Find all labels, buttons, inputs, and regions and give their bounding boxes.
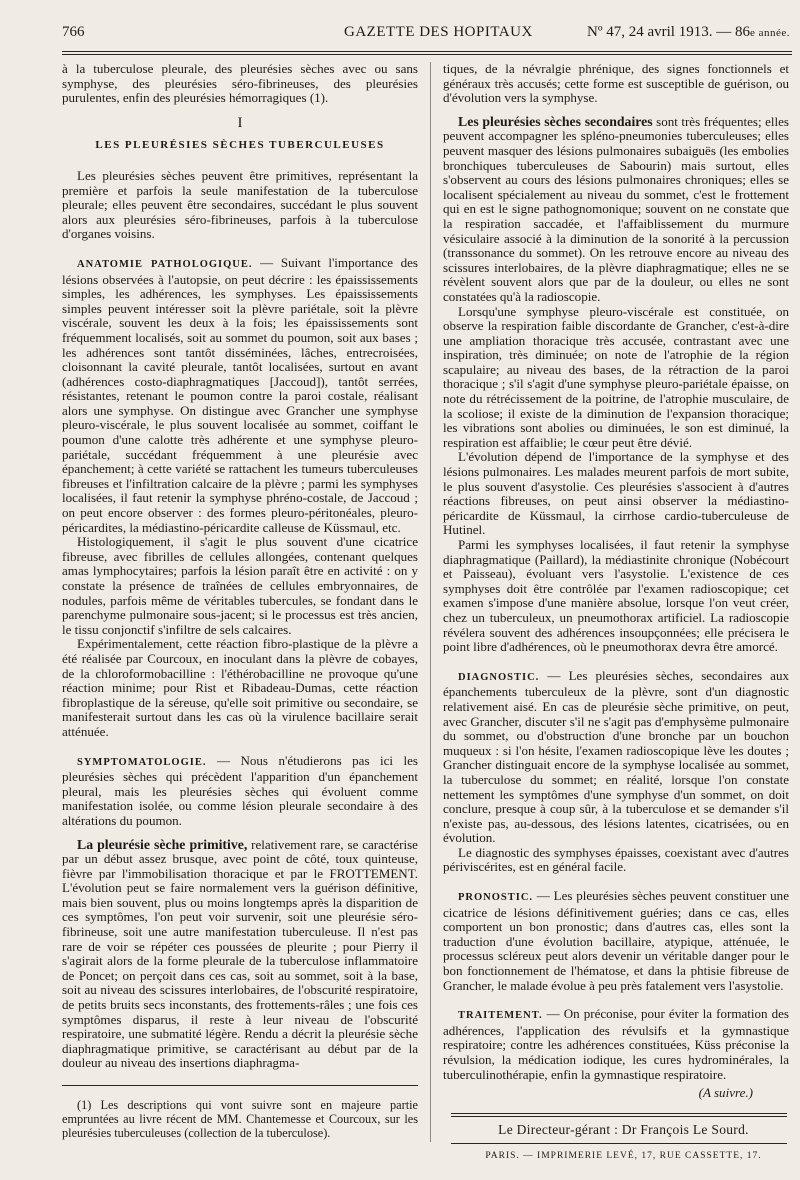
- issue-main: Nº 47, 24 avril 1913. — 86: [586, 24, 750, 40]
- pronostic-text: — Les pleurésies sèches peuvent constituer une cicatrice de lésions définitivement guéries; dans ce cas, elles comportent un bon pronostic; dans d'autres cas, elles sont la traduction d'une évolution bacillaire, atypique, atténuée, le processus scléreux peut alors devenir un véritable danger pour le bon fonctionnement de l'hématose, et dans la phtisie fibreuse de Grancher, le malade évolue à peu près fatalement vers l'asystolie.: [443, 888, 789, 993]
- diagnostic-heading: DIAGNOSTIC.: [458, 671, 540, 683]
- symptomatologie-text: — Nous n'étudierons pas ici les pleurésies sèches qui précèdent l'apparition d'un épanchement pleural, mais les pleurésies sèches qui évoluent comme manifestation isolée, ou comme lésion pleurale secondaire à des altérations du poumon.: [62, 752, 418, 828]
- journal-title: GAZETTE DES HOPITAUX: [344, 24, 533, 40]
- anatomie-heading: ANATOMIE PATHOLOGIQUE.: [77, 258, 253, 270]
- footer-rule-second: [451, 1116, 787, 1117]
- header-rule-top: [62, 51, 792, 52]
- footnote-rule: [62, 1085, 418, 1086]
- column-divider: [430, 62, 431, 1142]
- symptomatologie-heading: SYMPTOMATOLOGIE.: [77, 756, 207, 768]
- footnote: (1) Les descriptions qui vont suivre sont en majeure partie empruntées au livre récent de MM. Chantemesse et Courcoux, sur les pleurésies tuberculeuses (collection de la tuberculose).: [62, 1098, 418, 1140]
- pronostic-paragraph: [443, 889, 789, 993]
- left-column: [62, 62, 418, 1140]
- intro-paragraph: à la tuberculose pleurale, des pleurésies sèches avec ou sans symphyse, des pleurésies séro-fibrineuses, des pleurésies purulentes, enfin des pleurésies hémorragiques (1).: [62, 61, 418, 106]
- seche-primitive-paragraph: [62, 838, 418, 1072]
- anatomie-paragraph: [62, 256, 418, 535]
- page-header: [62, 24, 790, 46]
- evolution-paragraph: L'évolution dépend de l'importance de la symphyse et des lésions pulmonaires. Les malades meurent parfois de mort subite, le plus souvent d'asystolie. Ces pleurésies s'associent à d'autres réactions fibreuses, on peut ainsi observer la médiastino-péricardite de Küssmaul, la cirrhose cardio-tuberculeuse de Hutinel.: [443, 449, 789, 538]
- secondaires-lead: Les pleurésies sèches secondaires: [458, 113, 653, 129]
- anatomie-text: — Suivant l'importance des lésions observées à l'autopsie, on peut décrire : les épaississements simples, les adhérences, les symphyses. Les épaississements simples peuvent intéresser soit la plèvre pariétale, soit la plèvre viscérale, souvent les deux à la fois; les épaississements sont fréquemment localisés, soit au sommet du poumon, soit aux bases ; les adhérences sont tantôt disséminées, lâches, entrecroisées, cloisonnant la cavité pleurale, tantôt localisées, surtout en avant (adhérences costo-diaphragmatiques [Jaccoud]), tantôt serrées, résistantes, retenant le poumon contre la paroi costale, réalisant alors une symphyse. On distingue avec Grancher une symphyse pleuro-viscérale, le plus souvent localisée au sommet, coiffant le poumon d'une calotte très adhérente et une symphyse pleuro-pariétale, succédant fréquemment à une pleurésie avec épanchement; à cette variété se rattachent les tumeurs tuberculeuses fibreuses et l'infiltration calcaire de la plèvre ; parmi les symphyses localisées, il faut retenir la symphyse phréno-costale, de Jaccoud ; on peut encore observer : des formes pleuro-péritonéales, pleuro-péricardites, la médiastino-péricardite calleuse de Küssmaul, etc.: [62, 254, 419, 535]
- footer-rule-bottom: [451, 1143, 787, 1144]
- to-be-continued: (A suivre.): [698, 1085, 753, 1101]
- seche-primitive-lead: La pleurésie sèche primitive,: [77, 836, 248, 852]
- secondaires-text: sont très fréquentes; elles peuvent accompagner les spléno-pneumonies tuberculeuses; elles peuvent masquer des lésions pulmonaires subaiguës (les embolies bronchiques tuberculeuses de Sabourin) mais surtout, elles s'observent au cours des lésions pulmonaires chroniques; elles se localisent spécialement au niveau du sommet, c'est le frottement qui en est le signe pathognomonique; souvent on ne constate que la respiration saccadée, et l'affaiblissement du murmure vésiculaire associé à la diminution de la sonorité à la percussion (transsonance du sommet). On les retrouve encore au niveau des scissures interlobaires, de la plèvre diaphragmatique; elles ne se révèlent souvent alors que par de la douleur, ou elles ne sont constatées qu'à la radioscopie.: [443, 113, 789, 304]
- section-title: LES PLEURÉSIES SÈCHES TUBERCULEUSES: [95, 139, 385, 152]
- pleuresies-paragraph: Les pleurésies sèches peuvent être primitives, représentant la première et parfois la seule manifestation de la tuberculose pleurale; elles peuvent être secondaires, succédant le plus souvent alors aux pleurésies séro-fibrineuses, parfois à la tuberculose d'organes voisins.: [62, 167, 418, 242]
- director-line: Le Directeur-gérant : Dr François Le Sourd.: [498, 1121, 749, 1137]
- symphyses-localisees-paragraph: Parmi les symphyses localisées, il faut retenir la symphyse diaphragmatique (Paillard), la médiastinite chronique (Nobécourt et Paisseau), évoluant vers l'asystolie. L'existence de ces symphyses doit être contrôlée par l'examen radioscopique; cet examen s'impose d'une manière absolue, lorsque l'on veut créer, chez un tuberculeux, un pneumothorax artificiel. La radioscopie révélera souvent des adhérences insoupçonnées; elle précisera le point libre d'adhérences, où le pneumothorax devra être amorcé.: [443, 537, 789, 655]
- experimental-paragraph: Expérimentalement, cette réaction fibro-plastique de la plèvre a été réalisée par Courcoux, en inoculant dans la plèvre de cobayes, de la chloroformobacilline : l'éthérobacilline ne provoque qu'une réaction minime; pour Rist et Ribadeau-Dumas, cette réaction fibroplastique de la séreuse, qu'elle soit primitive ou secondaire, se manifesterait surtout dans les cas où la virulence bacillaire serait atténuée.: [62, 636, 418, 739]
- printer-line: PARIS. — IMPRIMERIE LEVÉ, 17, RUE CASSETTE, 17.: [485, 1151, 762, 1162]
- issue-year: e année.: [749, 27, 790, 39]
- page-number: 766: [62, 24, 85, 40]
- symptomatologie-paragraph: [62, 754, 418, 829]
- seche-primitive-text: relativement rare, se caractérise par un début assez brusque, avec point de côté, toux quinteuse, fièvre par l'immobilisation thoracique et par le FROTTEMENT. L'évolution peut se faire normalement vers la guérison définitive, mais bien souvent, plus ou moins longtemps après la disparition de ces symptômes, l'on peut voir survenir, soit une pleurésie séro-fibrineuse, soit une autre manifestation tuberculeuse. Il n'est pas rare de voir se répéter ces poussées de pleurite ; pour Pierry il s'agirait alors de la forme pleurale de la tuberculose inflammatoire de Poncet; on perçoit dans ces cas, soit au sommet, soit à la base, soit au niveau des scissures interlobaires, de l'obscurité respiratoire, de petits bruits secs inconstants, des frottements-râles ; une fois ces symptômes disparus, il reste à leur niveau de l'obscurité respiratoire, une submatité légère. Rendu a décrit la pleurésie sèche diaphragmatique primitive, se caractérisant au début par de la douleur au niveau des insertions diaphragma-: [62, 836, 418, 1071]
- traitement-text: — On préconise, pour éviter la formation des adhérences, l'application des révulsifs et la gymnastique respiratoire; contre les adhérences constituées, Küss préconise la révulsion, la médication iodique, les cures hydrominérales, la tuberculinothérapie, enfin la gymnastique respiratoire.: [443, 1006, 789, 1082]
- right-column: [443, 62, 789, 1164]
- issue-info: [587, 24, 790, 41]
- traitement-heading: TRAITEMENT.: [458, 1010, 543, 1022]
- secondaires-paragraph: [443, 115, 789, 305]
- histologie-paragraph: Histologiquement, il s'agit le plus souvent d'une cicatrice fibreuse, avec fibrilles de cellules allongées, contenant quelques amas lymphocytaires; parfois la lésion paraît être en activité : on y constate la présence de traînées de cellules embryonnaires, de nodules, parfois même de véritables tubercules, se fondant dans le parenchyme pulmonaire sous-jacent; si le processus est très ancien, le tissu conjonctif s'infiltre de sels calcaires.: [62, 534, 418, 637]
- diagnostic-paragraph-2: Le diagnostic des symphyses épaisses, coexistant avec d'autres périviscérites, est en général facile.: [443, 844, 789, 875]
- symphyse-paragraph: Lorsqu'une symphyse pleuro-viscérale est constituée, on observe la respiration faible discordante de Grancher, c'est-à-dire une ampliation thoracique très accusée, contrastant avec une inspiration, très diminuée; on note de l'atrophie de la région scapulaire; au niveau des bases, de la rétraction de la paroi thoracique ; s'il s'agit d'une symphyse pleuro-pariétale épaisse, on note du rétrécissement de la poitrine, de l'atrophie musculaire, de la scoliose; il existe de la diminution de l'expansion thoracique; les vibrations sont abolies ou diminuées, le son est diminué, la respiration est affaiblie; le cœur peut être dévié.: [443, 303, 789, 450]
- footer-rule-top: [451, 1113, 787, 1114]
- continuation-paragraph: tiques, de la névralgie phrénique, des signes fonctionnels et généraux très accusés; cette forme est susceptible de guérison, ou d'évolution vers la symphyse.: [443, 61, 789, 106]
- header-rule-bottom: [62, 54, 792, 55]
- diagnostic-paragraph: [443, 669, 789, 846]
- pronostic-heading: PRONOSTIC.: [458, 892, 534, 904]
- section-number: I: [237, 114, 243, 131]
- traitement-paragraph: [443, 1007, 789, 1082]
- diagnostic-text: — Les pleurésies sèches, secondaires aux épanchements tuberculeux de la plèvre, sont d'un diagnostic relativement aisé. En cas de pleurésie sèche primitive, on peut, avec Grancher, discuter s'il ne s'agit pas d'emphysème pulmonaire du sommet, ou d'obstruction d'une bronche par un bouchon muqueux : si l'on hésite, l'examen radioscopique lève les doutes ; Grancher distinguait encore de la symphyse localisée au sommet, la tuberculose du sommet; en réalité, lorsque l'on constate nettement les symptômes d'une symphyse d'un sommet, on doit conclure, presque à coup sûr, à la tuberculose et se demander s'il n'existe pas, au-dessous, des lésions latentes, cicatrisées, ou en évolution.: [443, 667, 789, 846]
